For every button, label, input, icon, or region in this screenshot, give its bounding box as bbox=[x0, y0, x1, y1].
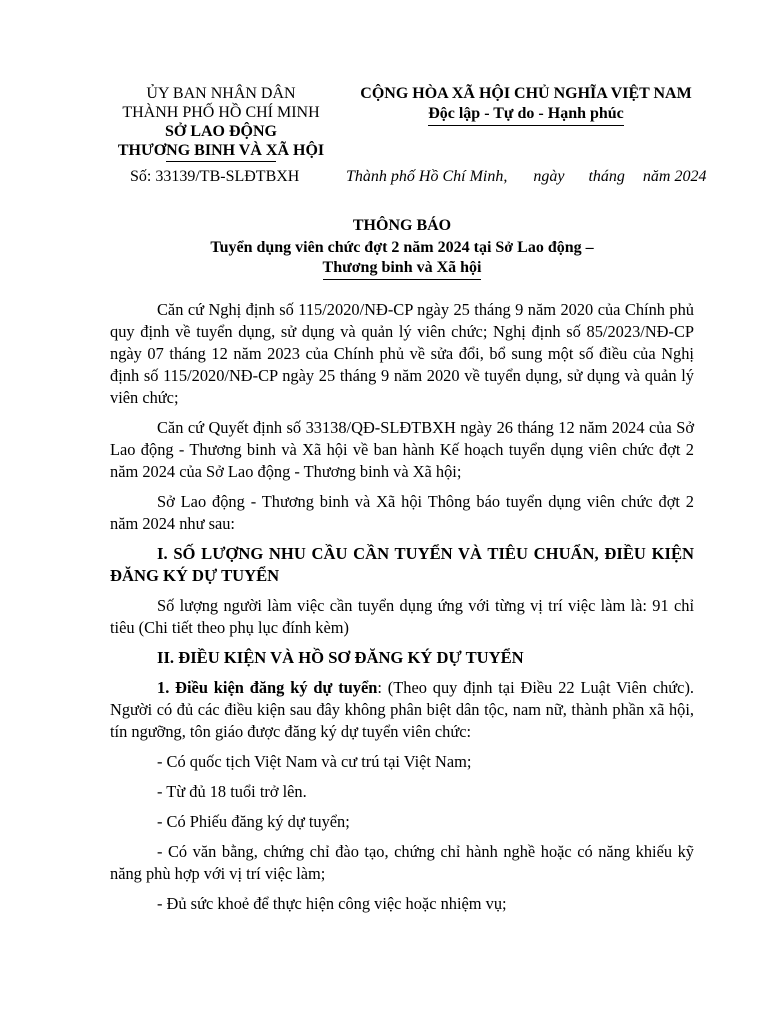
agency-line-2: THÀNH PHỐ HỒ CHÍ MINH bbox=[122, 104, 320, 121]
national-motto: Độc lập - Tự do - Hạnh phúc bbox=[428, 104, 624, 126]
agency-line-4: THƯƠNG BINH VÀ XÃ HỘI bbox=[117, 142, 325, 159]
document-title bbox=[0, 216, 768, 280]
paragraph-legal-basis-2: Căn cứ Quyết định số 33138/QĐ-SLĐTBXH ngày 26 tháng 12 năm 2024 của Sở Lao động - Thương binh và Xã hội về ban hành Kế hoạch tuyển dụng viên chức đợt 2 năm 2024 của Sở Lao động - Thương binh và Xã hội; bbox=[110, 418, 694, 481]
issuing-agency bbox=[100, 84, 342, 162]
national-title bbox=[346, 84, 706, 126]
condition-item: - Có Phiếu đăng ký dự tuyển; bbox=[157, 812, 350, 831]
document-number: Số: 33139/TB-SLĐTBXH bbox=[130, 168, 300, 185]
place-name: Thành phố Hồ Chí Minh, bbox=[346, 168, 508, 185]
year-label: năm 2024 bbox=[642, 168, 707, 185]
title-main: THÔNG BÁO bbox=[352, 217, 452, 234]
national-name: CỘNG HÒA XÃ HỘI CHỦ NGHĨA VIỆT NAM bbox=[360, 85, 692, 102]
paragraph-legal-basis-1: Căn cứ Nghị định số 115/2020/NĐ-CP ngày 25 tháng 9 năm 2020 của Chính phủ quy định về tuyển dụng, sử dụng và quản lý viên chức; Nghị định số 85/2023/NĐ-CP ngày 07 tháng 12 năm 2023 của Chính phủ về sửa đổi, bổ sung một số điều của Nghị định số 115/2020/NĐ-CP ngày 25 tháng 9 năm 2020 về tuyển dụng, sử dụng và quản lý viên chức; bbox=[110, 300, 694, 407]
agency-line-3: SỞ LAO ĐỘNG bbox=[164, 123, 277, 140]
conditions-text: : (Theo quy định tại Điều 22 Luật Viên chức). Người có đủ các điều kiện sau đây không phân biệt dân tộc, nam nữ, thành phần xã hội, tín ngưỡng, tôn giáo được đăng ký dự tuyển viên chức: bbox=[110, 678, 695, 741]
paragraph-announcement: Sở Lao động - Thương binh và Xã hội Thông báo tuyển dụng viên chức đợt 2 năm 2024 như sau: bbox=[110, 492, 694, 533]
reference-line bbox=[0, 168, 768, 188]
agency-line-1: ỦY BAN NHÂN DÂN bbox=[146, 85, 296, 102]
condition-item: - Từ đủ 18 tuổi trở lên. bbox=[157, 782, 307, 801]
section-heading-2: II. ĐIỀU KIỆN VÀ HỒ SƠ ĐĂNG KÝ DỰ TUYỂN bbox=[157, 648, 524, 667]
day-label: ngày bbox=[533, 168, 565, 185]
paragraph-conditions bbox=[110, 677, 694, 743]
paragraph-quota: Số lượng người làm việc cần tuyển dụng ứng với từng vị trí việc làm là: 91 chỉ tiêu (Chi tiết theo phụ lục đính kèm) bbox=[110, 596, 694, 637]
month-label: tháng bbox=[588, 168, 625, 185]
place-and-date bbox=[346, 168, 706, 186]
conditions-heading: 1. Điều kiện đăng ký dự tuyển bbox=[157, 678, 378, 697]
agency-underline bbox=[166, 161, 276, 162]
condition-item: - Đủ sức khoẻ để thực hiện công việc hoặc nhiệm vụ; bbox=[157, 894, 507, 913]
section-heading-1: I. SỐ LƯỢNG NHU CẦU CẦN TUYỂN VÀ TIÊU CHUẨN, ĐIỀU KIỆN ĐĂNG KÝ DỰ TUYỂN bbox=[110, 544, 694, 585]
condition-item: - Có văn bằng, chứng chỉ đào tạo, chứng chỉ hành nghề hoặc có năng khiếu kỹ năng phù hợp với vị trí việc làm; bbox=[110, 842, 694, 883]
title-sub-1: Tuyển dụng viên chức đợt 2 năm 2024 tại Sở Lao động – bbox=[210, 239, 594, 256]
document-body bbox=[110, 299, 694, 923]
title-sub-2: Thương binh và Xã hội bbox=[323, 258, 482, 280]
condition-item: - Có quốc tịch Việt Nam và cư trú tại Việt Nam; bbox=[157, 752, 472, 771]
